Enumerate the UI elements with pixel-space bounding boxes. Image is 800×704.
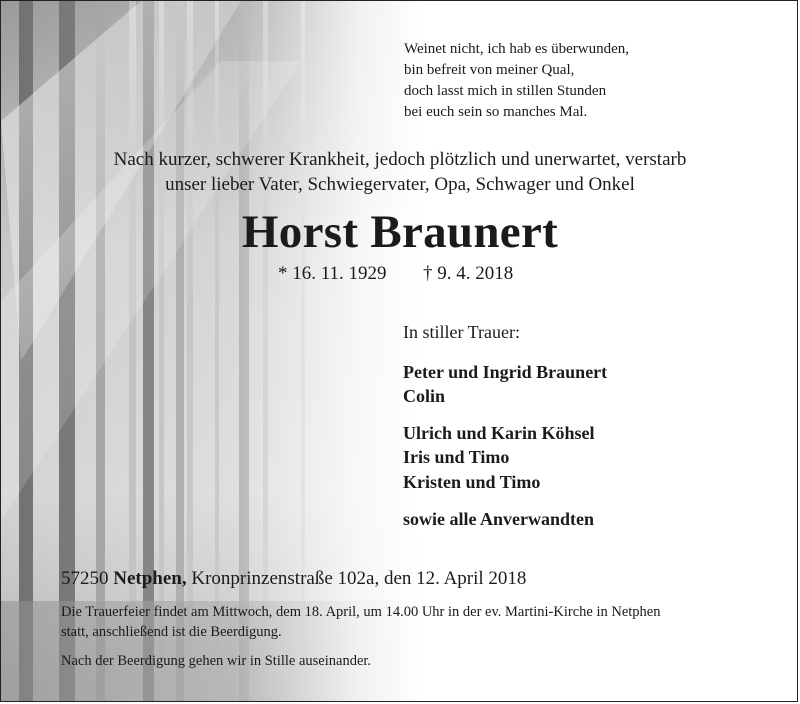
- address-zip: 57250: [61, 568, 109, 589]
- misty-forest-image: [1, 1, 421, 702]
- funeral-info-line: statt, anschließend ist die Beerdigung.: [61, 624, 282, 640]
- mourners-heading: In stiller Trauer:: [403, 322, 520, 342]
- address-line: [61, 568, 526, 590]
- address-street-date: Kronprinzenstraße 102a, den 12. April 2018: [191, 568, 527, 589]
- death-date: † 9. 4. 2018: [423, 263, 514, 284]
- mourner-name: Colin: [403, 386, 446, 406]
- intro-line-1: Nach kurzer, schwerer Krankheit, jedoch plötzlich und unerwartet, verstarb: [113, 149, 687, 170]
- poem-line: Weinet nicht, ich hab es überwunden,: [404, 41, 629, 57]
- address-city: Netphen,: [113, 568, 187, 589]
- intro-line-2: unser lieber Vater, Schwiegervater, Opa, Schwager und Onkel: [165, 174, 635, 195]
- funeral-info-line: Die Trauerfeier findet am Mittwoch, dem 18. April, um 14.00 Uhr in der ev. Martini-Kirche in Netphen: [61, 604, 661, 620]
- mourners-closing: sowie alle Anverwandten: [403, 509, 594, 529]
- closing-note: Nach der Beerdigung gehen wir in Stille auseinander.: [61, 653, 372, 669]
- poem-line: bin befreit von meiner Qual,: [404, 62, 575, 78]
- funeral-info: [61, 602, 761, 642]
- poem-line: bei euch sein so manches Mal.: [404, 104, 588, 120]
- mourner-name: Iris und Timo: [403, 447, 510, 467]
- mourner-name: Ulrich und Karin Köhsel: [403, 423, 595, 443]
- poem: [404, 39, 629, 123]
- deceased-name: Horst Braunert: [241, 206, 559, 258]
- poem-line: doch lasst mich in stillen Stunden: [404, 83, 607, 99]
- mourner-name: Peter und Ingrid Braunert: [403, 362, 608, 382]
- birth-date: * 16. 11. 1929: [278, 263, 387, 284]
- mourner-name: Kristen und Timo: [403, 472, 541, 492]
